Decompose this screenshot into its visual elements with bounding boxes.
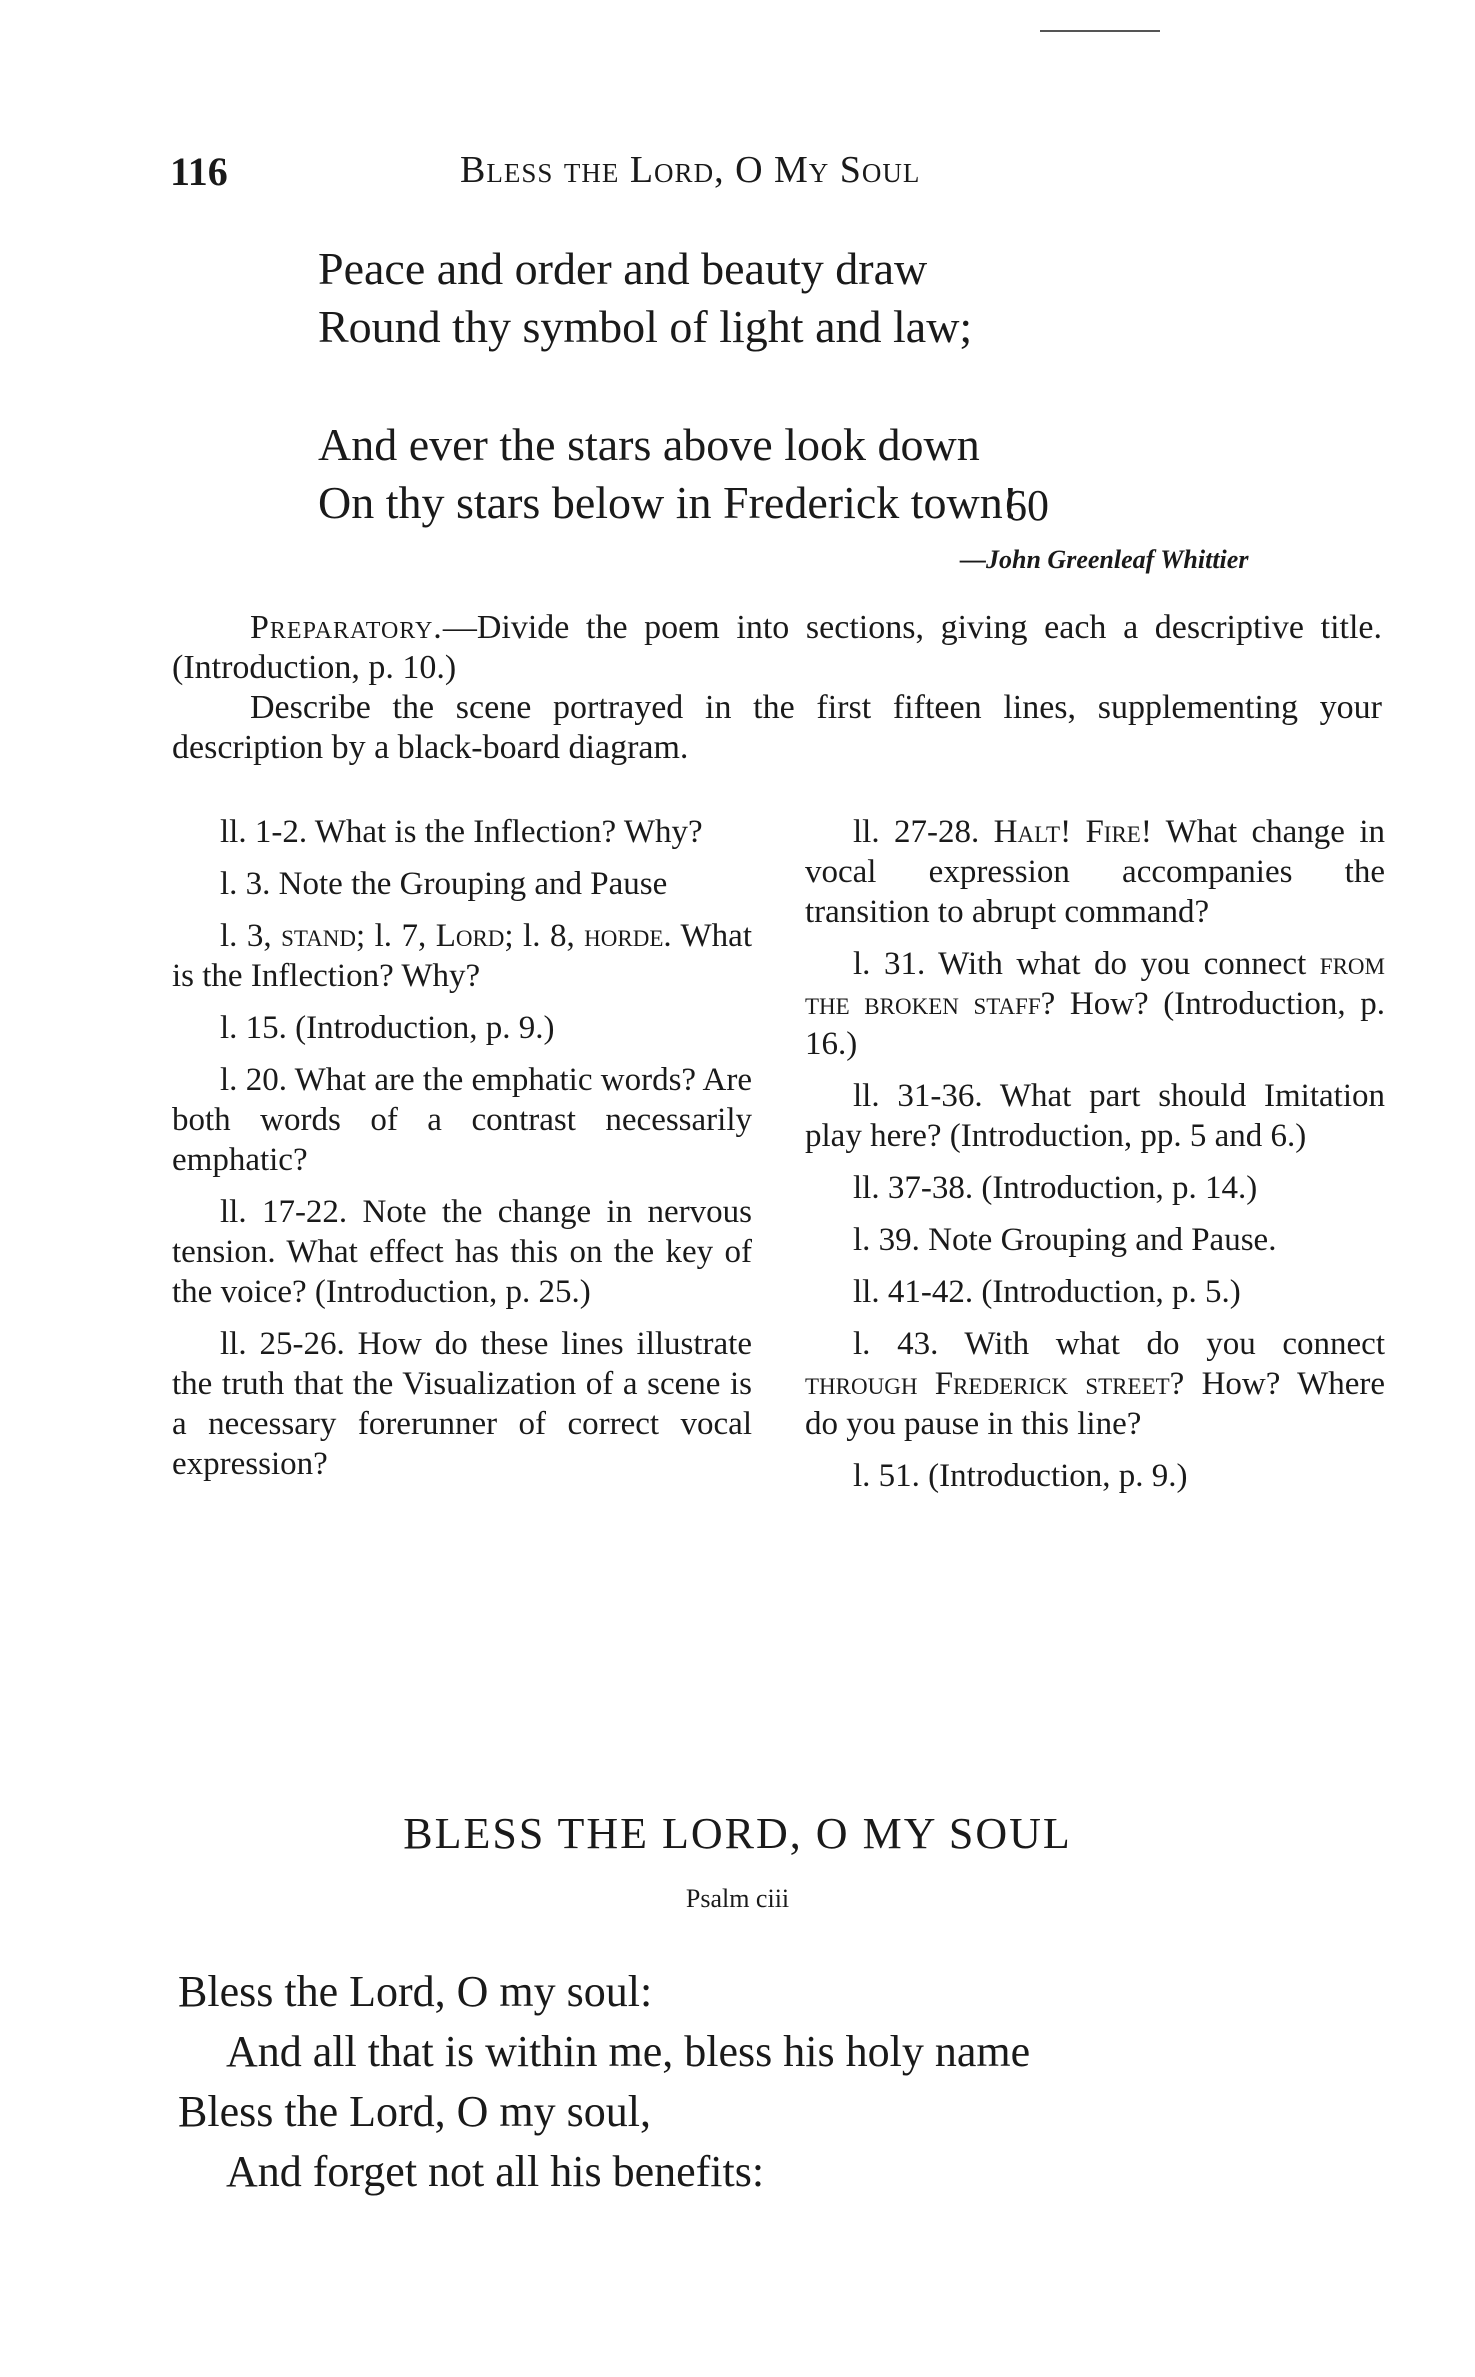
study-note: ll. 31-36. What part should Imitation play here? (Introduction, pp. 5 and 6.) [805, 1078, 1385, 1154]
study-note: l. 51. (Introduction, p. 9.) [853, 1458, 1188, 1494]
preparatory-paragraph: Describe the scene portrayed in the first fifteen lines, supplementing your description by a black-board diagram. [172, 689, 1382, 766]
study-note: l. 43. With what do you connect through Frederick street? How? Where do you pause in this line? [805, 1326, 1386, 1442]
study-note: l. 3. Note the Grouping and Pause [220, 866, 668, 902]
psalm-line: And forget not all his benefits: [226, 2147, 765, 2196]
study-note: l. 3, stand; l. 7, Lord; l. 8, horde. What is the Inflection? Why? [172, 918, 752, 994]
study-note: ll. 37-38. (Introduction, p. 14.) [853, 1170, 1258, 1206]
study-note: ll. 25-26. How do these lines illustrate the truth that the Visualization of a scene is a necessary forerunner of correct vocal expression? [172, 1326, 752, 1482]
study-note: ll. 1-2. What is the Inflection? Why? [220, 814, 703, 850]
study-note: ll. 27-28. Halt! Fire! What change in vocal expression accompanies the transition to abrupt command? [805, 814, 1386, 930]
page-number: 116 [170, 149, 228, 194]
study-note: l. 31. With what do you connect from the broken staff? How? (Introduction, p. 16.) [805, 946, 1386, 1062]
study-note: l. 20. What are the emphatic words? Are both words of a contrast necessarily emphatic? [172, 1062, 752, 1178]
top-rule [1040, 30, 1160, 32]
notes-column-left [172, 812, 752, 1496]
section-title: BLESS THE LORD, O MY SOUL [403, 1809, 1072, 1858]
section-subtitle: Psalm ciii [685, 1884, 790, 1913]
psalm-line: Bless the Lord, O my soul, [178, 2087, 651, 2136]
study-note: ll. 41-42. (Introduction, p. 5.) [853, 1274, 1241, 1310]
running-title: Bless the Lord, O My Soul [460, 149, 921, 191]
psalm-text [178, 1962, 1328, 2202]
psalm-line: Bless the Lord, O my soul: [178, 1967, 653, 2016]
poem-line: And ever the stars above look down [318, 419, 980, 470]
page-header [170, 148, 1300, 198]
poem-attribution: —John Greenleaf Whittier [960, 545, 1249, 574]
study-note: ll. 17-22. Note the change in nervous tension. What effect has this on the key of the voice? (Introduction, p. 25.) [172, 1194, 752, 1310]
study-note: l. 39. Note Grouping and Pause. [853, 1222, 1277, 1258]
preparatory-label: Preparatory. [250, 609, 443, 646]
preparatory-note [172, 608, 1382, 768]
poem-line: On thy stars below in Frederick town! [318, 477, 1019, 528]
poem-line: Round thy symbol of light and law; [318, 301, 973, 352]
poem-line-number: 60 [1005, 481, 1049, 530]
poem-stanza [318, 240, 1318, 532]
psalm-line: And all that is within me, bless his holy name [226, 2027, 1031, 2076]
poem-line: Peace and order and beauty draw [318, 243, 928, 294]
study-note: l. 15. (Introduction, p. 9.) [220, 1010, 555, 1046]
preparatory-paragraph: Preparatory.—Divide the poem into sections, giving each a descriptive title. (Introduction, p. 10.) [172, 609, 1382, 686]
notes-column-right [805, 812, 1385, 1508]
